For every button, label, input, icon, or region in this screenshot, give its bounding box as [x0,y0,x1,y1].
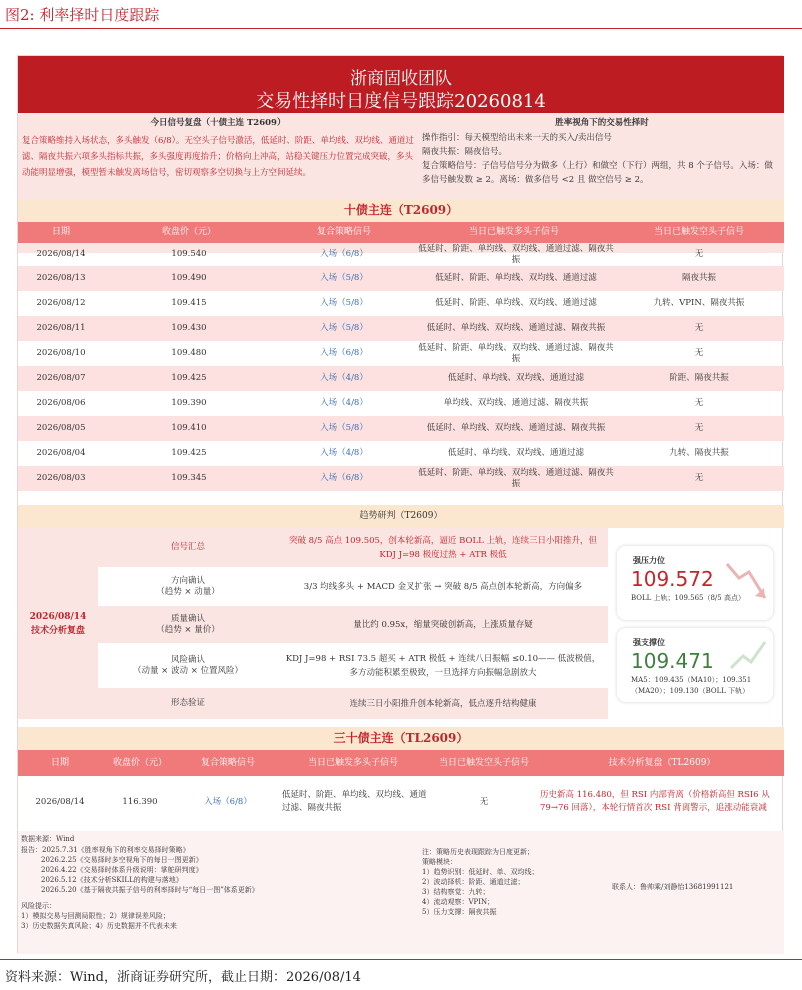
resistance-title: 强压力位 [633,555,665,565]
row-date: 2026/08/12 [36,298,86,308]
trend-item-text: 3/3 均线多头 + MACD 金叉扩张 → 突破 8/5 高点创本轮新高，方向偏多 [303,581,583,592]
row-date: 2026/08/13 [36,273,86,283]
row-signal: 入场（4/8） [320,373,368,383]
row-signal: 入场（6/8） [320,249,368,259]
row-signal: 入场（6/8） [320,473,368,483]
bottom-source: 资料来源：Wind，浙商证券研究所，截止日期：2026/08/14 [5,970,361,985]
footer-notes [18,831,784,954]
footer-source: 数据来源：Wind [21,835,75,843]
table-row [18,416,784,441]
row-signal: 入场（6/8） [320,348,368,358]
row-signal: 入场（4/8） [320,398,368,408]
row-signal: 入场（4/8） [320,448,368,458]
support-card [616,627,774,703]
down-trend-icon [725,560,769,604]
table-row [18,266,784,291]
trend-item-label: 方向确认 （趋势 × 动量） [156,575,220,597]
row-date: 2026/08/06 [36,398,86,408]
tl2609-title: 三十债主连（TL2609） [18,727,784,750]
trend-item [98,567,608,606]
table-row [18,291,784,316]
row-short-signals: 隔夜共振 [681,273,716,283]
table-row [18,366,784,391]
trend-item-label: 风险确认 （动量 × 波动 × 位置风险） [132,654,244,676]
footer-line: 5）压力支撑：隔夜共振 [422,908,497,916]
t2609-col-short: 当日已触发空头子信号 [653,227,744,237]
row-date: 2026/08/07 [36,373,86,383]
row-long-signals: 低延时、单均线、双均线、通道过滤、隔夜共振 [426,323,606,333]
support-title: 强支撑位 [633,637,665,647]
trend-item-text: 量比约 0.95x，缩量突破创新高，上涨质量存疑 [353,619,533,630]
row-signal: 入场（5/8） [320,298,368,308]
row-long-signals: 低延时、阶距、单均线、双均线、通道过滤 [435,298,597,308]
trend-date: 2026/08/14 [29,611,87,622]
footer-line: 2026.2.25《交易择时多空视角下的每日一图更新》 [41,856,203,864]
support-note: MA5：109.435（MA10）；109.351（MA20）；109.130（BOLL 下轨） [631,676,752,695]
t2609-col-date: 日期 [51,227,70,237]
banner-title: 交易性择时日度信号跟踪20260814 [256,91,546,112]
table-row [18,391,784,416]
row-short-signals: 无 [694,348,704,358]
trend-item [98,528,608,567]
row-short-signals: 阶距、隔夜共振 [669,373,729,383]
row-date: 2026/08/11 [36,323,86,333]
t2609-col-price: 收盘价（元） [161,227,216,237]
table-row [18,466,784,491]
row-price: 109.540 [171,249,207,259]
tl2609-date: 2026/08/14 [35,796,85,807]
row-short-signals: 无 [694,423,704,433]
row-short-signals: 九转、VPIN、隔夜共振 [653,298,745,308]
tl2609-col-long: 当日已触发多头子信号 [307,757,398,768]
trend-item [98,643,608,688]
row-long-signals: 低延时、阶距、单均线、双均线、通道过滤、隔夜共振 [418,467,614,489]
row-signal: 入场（5/8） [320,323,368,333]
footer-line: 2）波动择机：阶距、通道过滤； [422,878,525,886]
tl2609-col-price: 收盘价（元） [112,757,167,768]
up-trend-icon [729,634,769,674]
banner-team: 浙商固收团队 [350,69,452,89]
footer-line: 策略模块： [422,858,457,866]
row-date: 2026/08/04 [36,448,86,458]
trend-title: 趋势研判（T2609） [18,505,784,528]
row-price: 109.480 [171,348,207,358]
tl2609-col-signal: 复合策略信号 [200,757,255,768]
panel-banner [18,56,784,113]
t2609-col-signal: 复合策略信号 [316,227,371,237]
row-long-signals: 单均线、双均线、通道过滤、隔夜共振 [443,398,589,408]
review-text: 复合策略维持入场状态，多头触发（6/8）。无空头子信号激活，低延时、阶距、单均线、双均线、通道过滤、隔夜共振六项多头指标共振，多头强度再度抬升；价格向上冲高，站稳关键压力位置完成突破，多头动能明显增强，模型暂未触发离场信号，密切观察多空切换与上方空间延续。 [22,136,414,178]
rules-line-3: 复合策略信号：子信号信号分为做多（上行）和做空（下行）两组，共 8 个子信号。入场：做多信号触发数 ≥ 2。离场：做多信号 <2 且 做空信号 ≥ 2。 [422,161,773,185]
table-row [18,316,784,341]
trend-item-text: KDJ J=98 + RSI 73.5 超买 + ATR 极低 + 连续八日振幅 ≤0.10—— 低波极值，多方动能积累至极致，一旦选择方向振幅急剧放大 [285,653,601,678]
footer-strategy-modules [422,847,622,917]
footer-line: 报告：2025.7.31《胜率视角下的利率交易择时策略》 [21,846,190,854]
rules-text [422,131,780,187]
trend-item-text: 突破 8/5 高点 109.505，创本轮新高，逼近 BOLL 上轨，连续三日小阳推升，但 KDJ J=98 极度过热 + ATR 极低 [288,535,597,560]
support-value: 109.471 [631,649,714,673]
t2609-title: 十债主连（T2609） [18,199,784,222]
tl2609-col-analysis: 技术分析复盘（TL2609） [608,757,716,768]
row-price: 109.430 [171,323,207,333]
trend-item-label: 信号汇总 [170,542,205,552]
trend-item [98,688,608,719]
row-signal: 入场（5/8） [320,273,368,283]
resistance-card [616,545,774,621]
footer-line: 2026.5.20《基于隔夜共振子信号的利率择时与“每日一图”体系更新》 [41,886,259,894]
row-long-signals: 低延时、单均线、双均线、通道过滤 [447,448,584,458]
footer-line: 注：策略历史表现跟踪为日度更新； [422,848,534,856]
row-price: 109.490 [171,273,207,283]
footer-risk [21,911,401,931]
row-date: 2026/08/03 [36,473,86,483]
row-short-signals: 无 [694,323,704,333]
row-long-signals: 低延时、阶距、单均线、双均线、通道过滤 [435,273,597,283]
t2609-header-row [18,222,784,243]
trend-item-text: 连续三日小阳推升创本轮新高，低点逐升结构健康 [349,698,537,709]
tl2609-col-date: 日期 [50,757,69,768]
trend-left-label [18,528,98,719]
footer-line: 1）模拟交易与回测局限性；2）规律误差风险； [21,912,170,920]
row-price: 109.410 [171,423,207,433]
tl2609-row [18,776,784,828]
footer-line: 1）趋势识别：低延时、单、双均线； [422,868,539,876]
rules-header: 胜率视角下的交易性择时 [555,118,649,128]
trend-item [98,606,608,643]
top-divider [0,28,802,29]
t2609-col-long: 当日已触发多头子信号 [468,227,559,237]
row-signal: 入场（5/8） [320,423,368,433]
row-date: 2026/08/14 [36,249,86,259]
footer-line: 2026.5.12《技术分析SKILL的构建与落地》 [41,876,183,884]
bottom-divider [0,959,802,960]
row-date: 2026/08/10 [36,348,86,358]
tl2609-signal: 入场（6/8） [204,796,252,807]
rules-line-1: 操作指引：每天模型给出未来一天的买入/卖出信号 [422,133,612,143]
row-short-signals: 无 [694,473,704,483]
row-price: 109.345 [171,473,207,483]
footer-reports [21,845,401,895]
row-long-signals: 低延时、阶距、单均线、双均线、通道过滤、隔夜共振 [418,342,614,364]
footer-line: 4）流动观察：VPIN； [422,898,495,906]
tl2609-price: 116.390 [122,796,158,807]
table-row [18,341,784,366]
row-price: 109.425 [171,373,207,383]
tl2609-header-row [18,750,784,776]
row-price: 109.415 [171,298,207,308]
resistance-note: BOLL 上轨；109.565（8/5 高点） [631,594,745,602]
resistance-value: 109.572 [631,567,714,591]
table-row [18,441,784,466]
row-short-signals: 无 [694,398,704,408]
row-date: 2026/08/05 [36,423,86,433]
row-short-signals: 无 [694,249,704,259]
footer-line: 3）结构察觉：九转； [422,888,490,896]
tl2609-col-short: 当日已触发空头子信号 [438,757,529,768]
footer-line: 2026.4.22《交易择时体系升级说明：掌舵研判度》 [41,866,203,874]
review-header: 今日信号复盘（十债主连 T2609） [150,118,286,128]
trend-item-label: 形态验证 [170,698,205,708]
footer-risk-title: 风险提示： [21,902,56,910]
signal-panel [17,55,783,953]
row-long-signals: 低延时、单均线、双均线、通道过滤 [447,373,584,383]
rules-line-2: 隔夜共振：隔夜信号。 [422,147,508,157]
row-short-signals: 九转、隔夜共振 [669,448,729,458]
tl2609-short: 无 [479,796,489,807]
row-long-signals: 低延时、单均线、双均线、通道过滤、隔夜共振 [426,423,606,433]
tl2609-analysis: 历史新高 116.480，但 RSI 内部背离（价格新高但 RSI6 从 79→76 回落），本轮行情首次 RSI 背离警示，追涨动能衰减 [540,790,770,813]
footer-contact: 联系人：鲁帅乘/刘静怡13681991121 [612,883,734,891]
trend-label: 技术分析复盘 [30,625,85,636]
tl2609-long: 低延时、阶距、单均线、双均线、通道过滤、隔夜共振 [282,790,427,813]
trend-item-label: 质量确认 （趋势 × 量价） [156,613,220,635]
table-row [18,243,784,266]
row-long-signals: 低延时、阶距、单均线、双均线、通道过滤、隔夜共振 [418,243,614,265]
footer-line: 3）历史数据失真风险；4）历史数据并不代表未来 [21,922,177,930]
row-price: 109.390 [171,398,207,408]
row-price: 109.425 [171,448,207,458]
figure-title: 图2: 利率择时日度跟踪 [5,6,160,24]
